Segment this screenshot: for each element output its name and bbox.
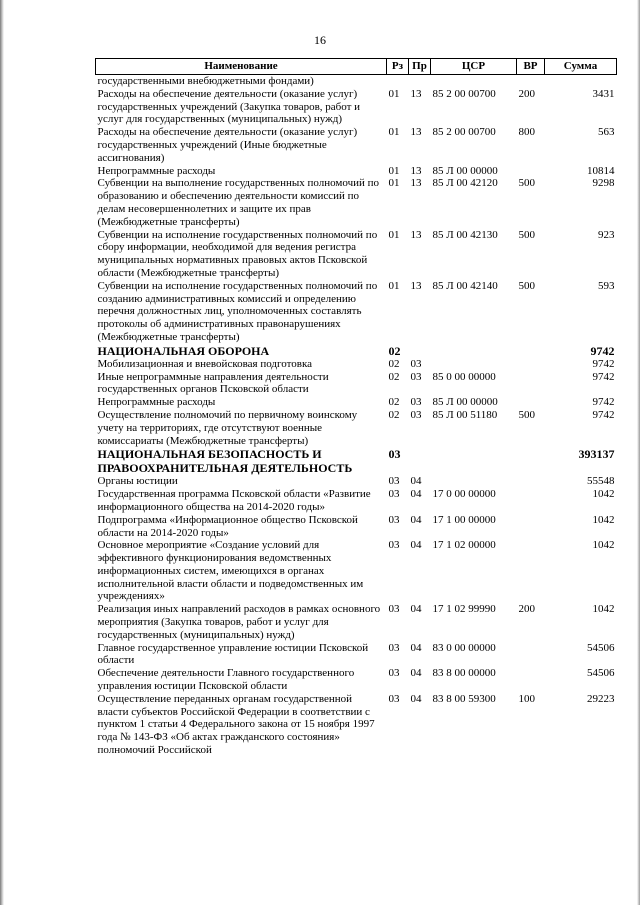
cell-vr [517, 488, 545, 514]
budget-table [95, 58, 617, 757]
cell-name: Главное государственное управление юстиции Псковской области [97, 641, 369, 667]
cell-vr: 200 [518, 603, 535, 616]
cell-name: Реализация иных направлений расходов в рамках основного мероприятия (Закупка товаров, работ и услуг для государственных (муниципальных) нужд) [97, 603, 381, 641]
cell-vr: 500 [518, 177, 535, 190]
cell-name: Обеспечение деятельности Главного государственного управления юстиции Псковской области [97, 667, 355, 693]
cell-pr: 04 [410, 667, 422, 680]
header-name: Наименование [96, 59, 387, 75]
cell-name: Осуществление переданных органам государственной власти субъектов Российской Федерации в соответствии с пунктом 1 статьи 4 Федерального закона от 15 ноября 1997 года № 143-ФЗ «Об актах гражданского состояния» полномочий Российской [97, 692, 375, 757]
header-csr: ЦСР [431, 59, 517, 75]
cell-csr: 17 1 02 00000 [432, 539, 496, 552]
cell-name: Осуществление полномочий по первичному воинскому учету на территориях, где отсутствуют военные комиссариаты (Межбюджетные трансферты) [97, 408, 358, 447]
cell-pr: 13 [410, 87, 422, 100]
cell-name: Подпрограмма «Информационное общество Псковской области на 2014-2020 годы» [97, 513, 358, 539]
cell-pr: 04 [410, 603, 422, 616]
table-header-row [96, 59, 617, 75]
table-row [96, 126, 617, 164]
cell-pr [409, 447, 431, 475]
table-row [96, 409, 617, 447]
cell-pr: 13 [410, 164, 422, 177]
cell-rz: 02 [388, 357, 400, 370]
header-sum: Сумма [545, 59, 617, 75]
cell-name: НАЦИОНАЛЬНАЯ ОБОРОНА [97, 343, 270, 358]
cell-rz: 03 [388, 447, 401, 462]
cell-csr: 17 0 00 00000 [432, 488, 496, 501]
cell-pr: 04 [410, 475, 422, 488]
header-vr: ВР [517, 59, 545, 75]
cell-pr: 13 [410, 279, 422, 292]
cell-sum: 54506 [587, 667, 615, 680]
cell-pr: 13 [410, 228, 422, 241]
cell-vr: 500 [518, 279, 535, 292]
cell-name: Непрограммные расходы [97, 396, 216, 409]
cell-rz [387, 75, 409, 88]
cell-csr: 85 Л 00 42120 [432, 177, 498, 190]
cell-name: Расходы на обеспечение деятельности (оказание услуг) государственных учреждений (Иные бюджетные ассигнования) [97, 126, 358, 164]
cell-vr: 500 [518, 228, 535, 241]
cell-sum: 593 [598, 279, 615, 292]
table-row [96, 358, 617, 371]
table-row [96, 177, 617, 228]
cell-pr: 04 [410, 513, 422, 526]
cell-vr [517, 396, 545, 409]
cell-vr [517, 642, 545, 668]
cell-vr: 100 [518, 692, 535, 705]
cell-sum: 9742 [592, 357, 615, 370]
cell-csr: 85 0 00 00000 [432, 370, 496, 383]
cell-csr: 17 1 00 00000 [432, 513, 496, 526]
cell-name: Государственная программа Псковской области «Развитие информационного общества на 2014-2020 годы» [97, 488, 371, 513]
cell-rz: 01 [388, 126, 400, 139]
cell-csr: 83 8 00 59300 [432, 692, 496, 705]
cell-rz: 02 [388, 408, 400, 421]
cell-vr [517, 358, 545, 371]
cell-csr: 85 Л 00 42140 [432, 279, 498, 292]
cell-sum: 563 [598, 126, 615, 139]
cell-rz: 02 [388, 370, 400, 383]
cell-name: Субвенции на исполнение государственных полномочий по сбору информации, необходимой для ведения регистра муниципальных нормативных правовых актов Псковской области (Межбюджетные трансферты) [97, 228, 378, 279]
cell-rz: 01 [388, 87, 400, 100]
table-row [96, 75, 617, 88]
cell-pr [409, 75, 431, 88]
scan-edge-left [0, 0, 4, 905]
cell-csr: 85 Л 00 00000 [432, 396, 498, 409]
cell-pr: 13 [410, 177, 422, 190]
cell-csr: 83 0 00 00000 [432, 641, 496, 654]
cell-pr: 03 [410, 408, 422, 421]
cell-name: Иные непрограммные направления деятельности государственных органов Псковской области [97, 370, 329, 396]
cell-pr: 04 [410, 539, 422, 552]
cell-sum [545, 75, 617, 88]
page-number: 16 [314, 33, 326, 47]
table-row [96, 514, 617, 540]
cell-rz: 02 [388, 396, 400, 409]
cell-rz: 01 [388, 177, 400, 190]
cell-pr: 04 [410, 488, 422, 501]
table-row [96, 371, 617, 397]
cell-csr [431, 447, 517, 475]
cell-vr: 500 [518, 408, 535, 421]
cell-csr: 85 2 00 00700 [432, 87, 496, 100]
cell-name: Субвенции на выполнение государственных полномочий по образованию и обеспечению деятельности комиссий по делам несовершеннолетних и защите их прав (Межбюджетные трансферты) [97, 177, 380, 228]
section-row [96, 344, 617, 358]
cell-csr: 85 Л 00 00000 [432, 164, 498, 177]
cell-sum: 55548 [587, 475, 615, 488]
cell-rz: 03 [388, 667, 400, 680]
table-row [96, 475, 617, 488]
cell-csr: 85 Л 00 42130 [432, 228, 498, 241]
cell-vr [517, 667, 545, 693]
cell-pr: 03 [410, 357, 422, 370]
cell-rz: 03 [388, 603, 400, 616]
cell-name: Непрограммные расходы [97, 164, 216, 177]
cell-vr [517, 514, 545, 540]
cell-rz: 03 [388, 488, 400, 501]
cell-name: государственными внебюджетными фондами) [97, 75, 314, 87]
cell-csr: 85 2 00 00700 [432, 126, 496, 139]
cell-vr [517, 75, 545, 88]
cell-pr: 04 [410, 641, 422, 654]
table-row [96, 642, 617, 668]
cell-name: Основное мероприятие «Создание условий для эффективного функционирования ведомственных информационных систем, имеющихся в органах исполнительной власти области и подведомственных им учреждениях» [97, 539, 364, 603]
cell-pr: 04 [410, 692, 422, 705]
cell-rz: 03 [388, 475, 400, 488]
cell-csr: 85 Л 00 51180 [432, 408, 498, 421]
cell-pr: 13 [410, 126, 422, 139]
section-row [96, 447, 617, 475]
cell-vr [517, 165, 545, 178]
cell-name: Субвенции на исполнение государственных полномочий по созданию административных комиссий и определению перечня должностных лиц, уполномоченных составлять протоколы об административных правонарушениях (Межбюджетные трансферты) [97, 279, 378, 343]
table-row [96, 667, 617, 693]
cell-name: НАЦИОНАЛЬНАЯ БЕЗОПАСНОСТЬ И ПРАВООХРАНИТЕЛЬНАЯ ДЕЯТЕЛЬНОСТЬ [97, 447, 353, 476]
cell-csr: 17 1 02 99990 [432, 603, 496, 616]
cell-csr [431, 75, 517, 88]
cell-csr [431, 344, 517, 358]
cell-vr [517, 475, 545, 488]
cell-csr: 83 8 00 00000 [432, 667, 496, 680]
cell-rz: 03 [388, 692, 400, 705]
table-row [96, 488, 617, 514]
cell-rz: 03 [388, 513, 400, 526]
cell-csr [431, 475, 517, 488]
cell-sum: 29223 [587, 692, 615, 705]
cell-rz: 01 [388, 164, 400, 177]
table-row [96, 603, 617, 641]
cell-pr [409, 344, 431, 358]
table-row [96, 539, 617, 603]
table-row [96, 280, 617, 344]
cell-sum: 54506 [587, 641, 615, 654]
cell-sum: 1042 [592, 603, 615, 616]
cell-name: Расходы на обеспечение деятельности (оказание услуг) государственных учреждений (Закупка товаров, работ и услуг для государственных (муниципальных) нужд) [97, 87, 361, 126]
cell-vr [517, 344, 545, 358]
cell-sum: 923 [598, 228, 615, 241]
cell-sum: 393137 [578, 447, 615, 462]
cell-pr: 03 [410, 370, 422, 383]
table-row [96, 88, 617, 126]
table-row [96, 165, 617, 178]
cell-rz: 03 [388, 539, 400, 552]
cell-vr: 200 [518, 87, 535, 100]
cell-sum: 9298 [592, 177, 615, 190]
header-pr: Пр [409, 59, 431, 75]
header-rz: Рз [387, 59, 409, 75]
cell-vr [517, 447, 545, 475]
cell-sum: 1042 [592, 513, 615, 526]
cell-rz: 03 [388, 641, 400, 654]
cell-name: Мобилизационная и вневойсковая подготовка [97, 357, 313, 370]
cell-sum: 3431 [592, 87, 615, 100]
cell-sum: 9742 [592, 396, 615, 409]
cell-sum: 1042 [592, 539, 615, 552]
table-row [96, 229, 617, 280]
cell-sum: 9742 [590, 343, 615, 358]
cell-sum: 9742 [592, 408, 615, 421]
table-row [96, 693, 617, 757]
table-row [96, 396, 617, 409]
cell-name: Органы юстиции [97, 475, 178, 488]
cell-csr [431, 358, 517, 371]
cell-sum: 1042 [592, 488, 615, 501]
cell-sum: 10814 [587, 164, 615, 177]
table-body [96, 75, 617, 757]
cell-pr: 03 [410, 396, 422, 409]
cell-vr: 800 [518, 126, 535, 139]
cell-vr [517, 539, 545, 603]
cell-rz: 02 [388, 343, 401, 358]
cell-vr [517, 371, 545, 397]
cell-rz: 01 [388, 228, 400, 241]
cell-sum: 9742 [592, 370, 615, 383]
cell-rz: 01 [388, 279, 400, 292]
